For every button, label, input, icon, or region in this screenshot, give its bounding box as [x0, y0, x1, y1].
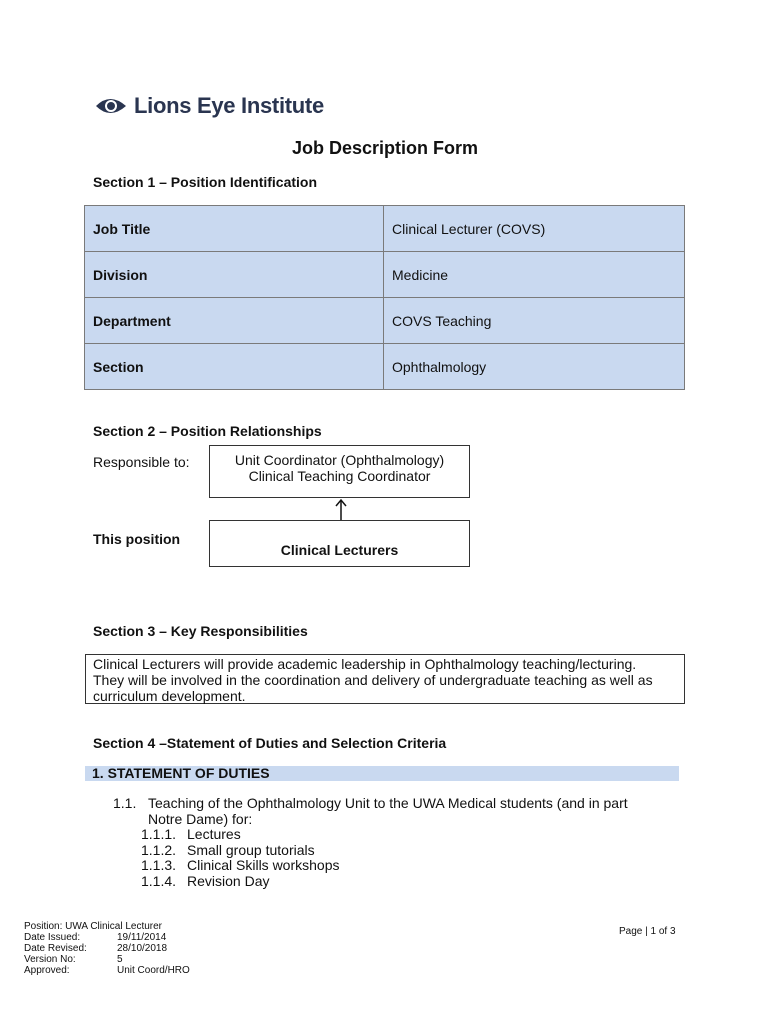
footer-value: 5 — [117, 954, 123, 965]
footer-value: 28/10/2018 — [117, 943, 168, 954]
footer-row — [24, 932, 190, 943]
this-position-box — [209, 520, 470, 567]
this-position-label: This position — [93, 531, 181, 547]
table-row — [85, 252, 685, 298]
table-row — [85, 344, 685, 390]
duty-item-line-1: Teaching of the Ophthalmology Unit to the UWA Medical students (and in part — [148, 795, 628, 811]
eye-logo-icon — [92, 88, 128, 124]
row-value: Clinical Lecturer (COVS) — [384, 206, 685, 252]
footer-label: Version No: — [24, 954, 76, 965]
list-item — [141, 874, 340, 890]
row-value: COVS Teaching — [384, 298, 685, 344]
responsible-to-label: Responsible to: — [93, 454, 190, 470]
statement-of-duties-heading: 1. STATEMENT OF DUTIES — [85, 766, 679, 781]
footer-label: Date Revised: — [24, 943, 87, 954]
section3-heading: Section 3 – Key Responsibilities — [93, 623, 308, 639]
row-value: Medicine — [384, 252, 685, 298]
responsible-to-box — [209, 445, 470, 498]
key-resp-line-2: They will be involved in the coordination and delivery of undergraduate teaching as well as — [93, 672, 653, 688]
footer-label: Date Issued: — [24, 932, 81, 943]
footer-value: 19/11/2014 — [117, 932, 167, 943]
responsible-line-1: Unit Coordinator (Ophthalmology) — [234, 452, 445, 468]
duty-item-number: 1.1. — [113, 795, 137, 811]
row-label: Job Title — [85, 206, 384, 252]
document-footer — [24, 921, 190, 976]
duty-item-text — [148, 796, 628, 827]
row-label: Department — [85, 298, 384, 344]
row-value: Ophthalmology — [384, 344, 685, 390]
subitem-number: 1.1.3. — [141, 857, 177, 873]
page-number: Page | 1 of 3 — [619, 926, 676, 937]
table-row — [85, 206, 685, 252]
subitem-text: Small group tutorials — [187, 841, 315, 858]
duty-item-line-2: Notre Dame) for: — [148, 810, 253, 827]
row-label: Division — [85, 252, 384, 298]
subitem-number: 1.1.2. — [141, 841, 177, 858]
subitem-text: Revision Day — [187, 872, 270, 889]
key-responsibilities-box — [85, 654, 685, 704]
lions-eye-institute-logo — [92, 86, 324, 126]
subitem-text: Clinical Skills workshops — [187, 857, 340, 873]
list-item — [141, 858, 340, 874]
key-resp-line-3: curriculum development. — [93, 688, 246, 704]
section4-heading: Section 4 –Statement of Duties and Selection Criteria — [93, 735, 447, 751]
section2-heading: Section 2 – Position Relationships — [93, 423, 322, 439]
table-row — [85, 298, 685, 344]
responsible-line-2: Clinical Teaching Coordinator — [248, 468, 431, 484]
reporting-arrow-icon — [333, 498, 349, 522]
position-identification-table — [84, 205, 685, 390]
footer-value: Unit Coord/HRO — [117, 965, 190, 976]
form-title: Job Description Form — [291, 138, 479, 158]
this-position-value: Clinical Lecturers — [280, 542, 399, 558]
footer-row — [24, 954, 190, 965]
section1-heading: Section 1 – Position Identification — [93, 174, 318, 190]
subitem-text: Lectures — [187, 826, 241, 842]
subitem-number: 1.1.4. — [141, 872, 177, 889]
subitem-number: 1.1.1. — [141, 826, 177, 842]
key-resp-line-1: Clinical Lecturers will provide academic leadership in Ophthalmology teaching/lecturing. — [93, 656, 637, 672]
row-label: Section — [85, 344, 384, 390]
footer-row — [24, 965, 190, 976]
footer-row — [24, 943, 190, 954]
list-item — [141, 827, 340, 843]
duty-subitems — [141, 827, 340, 889]
footer-position: Position: UWA Clinical Lecturer — [24, 921, 163, 932]
logo-text: Lions Eye Institute — [134, 93, 324, 118]
list-item — [141, 843, 340, 859]
footer-label: Approved: — [24, 965, 70, 976]
